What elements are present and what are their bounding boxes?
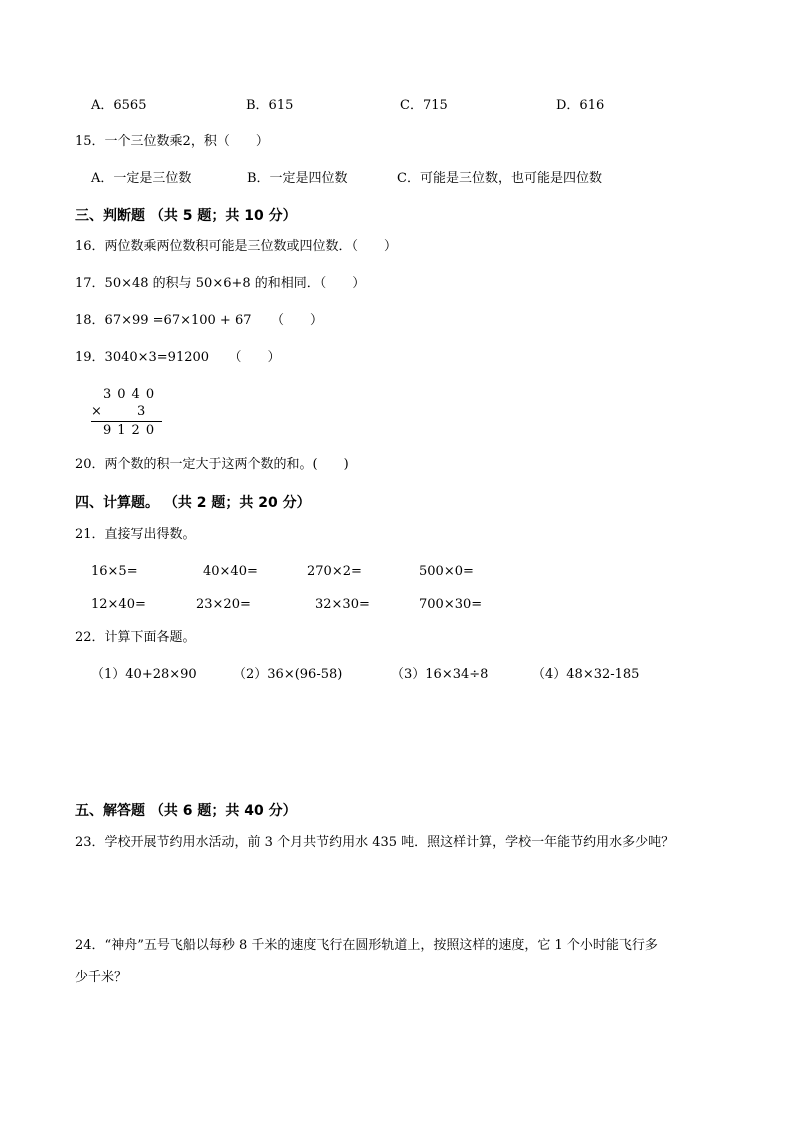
q16: 16．两位数乘两位数积可能是三位数或四位数．（ ） bbox=[75, 239, 398, 254]
section3-title: 三、判断题 （共 5 题；共 10 分） bbox=[75, 208, 297, 224]
vertical-multiplication bbox=[91, 387, 163, 439]
times-sign: × bbox=[91, 404, 102, 419]
q21-item-1: 16×5= bbox=[91, 564, 138, 579]
q20: 20．两个数的积一定大于这两个数的和。( ) bbox=[75, 457, 349, 472]
q15-stem: 15．一个三位数乘2，积（ ） bbox=[75, 134, 269, 149]
section5-title: 五、解答题 （共 6 题；共 40 分） bbox=[75, 803, 297, 819]
q14-option-d: D．616 bbox=[556, 98, 605, 113]
q21-item-6: 23×20= bbox=[196, 597, 251, 612]
q23: 23．学校开展节约用水活动，前 3 个月共节约用水 435 吨．照这样计算，学校一年能节约用水多少吨？ bbox=[75, 835, 675, 850]
q21-item-3: 270×2= bbox=[307, 564, 362, 579]
section4-title: 四、计算题。 （共 2 题；共 20 分） bbox=[75, 495, 311, 511]
q21-item-5: 12×40= bbox=[91, 597, 146, 612]
q14-option-a: A．6565 bbox=[91, 98, 147, 113]
q21-item-8: 700×30= bbox=[419, 597, 483, 612]
vertical-multiplier: 3 bbox=[137, 404, 146, 419]
q21: 21．直接写出得数。 bbox=[75, 527, 196, 542]
q24-line-1: 24．“神舟”五号飞船以每秒 8 千米的速度飞行在圆形轨道上，按照这样的速度，它 1 个小时能飞行多 bbox=[75, 938, 658, 953]
q17: 17．50×48 的积与 50×6+8 的和相同．（ ） bbox=[75, 276, 366, 291]
q19: 19．3040×3=91200 （ ） bbox=[75, 350, 281, 365]
vertical-result: 9120 bbox=[103, 423, 161, 438]
q22: 22．计算下面各题。 bbox=[75, 630, 196, 645]
q22-item-3: （3）16×34÷8 bbox=[391, 667, 489, 682]
q15-option-c: C．可能是三位数，也可能是四位数 bbox=[397, 171, 602, 186]
q21-item-2: 40×40= bbox=[203, 564, 258, 579]
q14-option-c: C．715 bbox=[400, 98, 448, 113]
q14-option-b: B．615 bbox=[246, 98, 294, 113]
q15-option-b: B．一定是四位数 bbox=[247, 171, 348, 186]
q22-item-2: （2）36×(96-58) bbox=[233, 667, 343, 682]
q15-option-a: A．一定是三位数 bbox=[91, 171, 192, 186]
q22-item-1: （1）40+28×90 bbox=[91, 667, 197, 682]
q21-item-7: 32×30= bbox=[315, 597, 370, 612]
q22-item-4: （4）48×32-185 bbox=[532, 667, 640, 682]
q21-item-4: 500×0= bbox=[419, 564, 474, 579]
q24-line-2: 少千米？ bbox=[75, 970, 128, 985]
q18: 18．67×99 =67×100 + 67 （ ） bbox=[75, 313, 323, 328]
vertical-top-number: 3040 bbox=[103, 387, 161, 402]
vertical-multiplier-row bbox=[91, 404, 163, 420]
vertical-line bbox=[91, 421, 162, 422]
